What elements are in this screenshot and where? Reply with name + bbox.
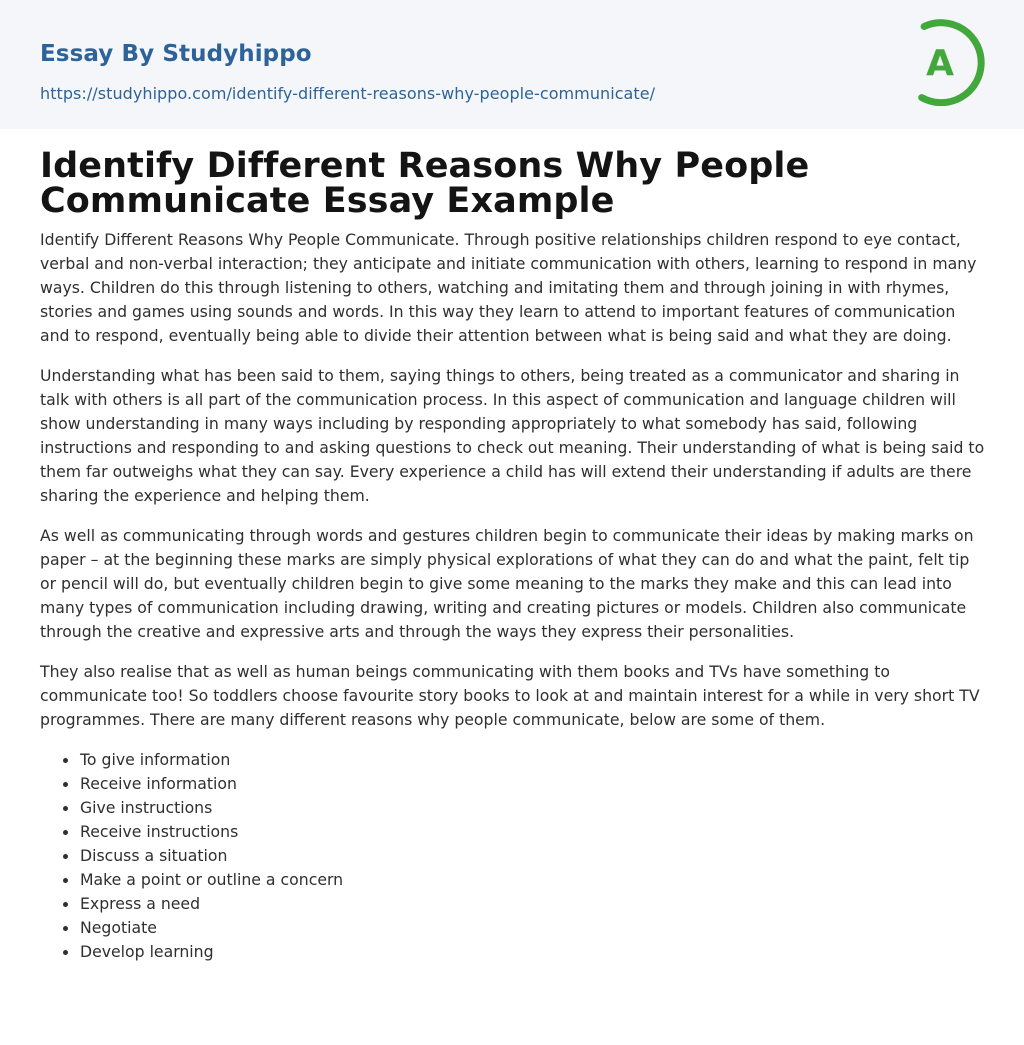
page-url-link[interactable]: https://studyhippo.com/identify-different-reasons-why-people-communicate/ [40, 84, 656, 103]
studyhippo-logo-icon[interactable] [908, 18, 988, 106]
site-header [0, 0, 1024, 129]
reasons-list [40, 748, 986, 964]
list-item: Express a need [80, 892, 986, 916]
list-item: Make a point or outline a concern [80, 868, 986, 892]
site-brand[interactable]: Essay By Studyhippo [40, 41, 312, 67]
list-item: Discuss a situation [80, 844, 986, 868]
logo-letter: A [926, 43, 954, 84]
essay-paragraph: Identify Different Reasons Why People Communicate. Through positive relationships children respond to eye contact, verbal and non-verbal interaction; they anticipate and initiate communication with others, learning to respond in many ways. Children do this through listening to others, watching and imitating them and through joining in with rhymes, stories and games using sounds and words. In this way they learn to attend to important features of communication and to respond, eventually being able to divide their attention between what is being said and what they are doing. [40, 230, 977, 345]
list-item: Receive instructions [80, 820, 986, 844]
essay-paragraph: As well as communicating through words and gestures children begin to communicate their ideas by making marks on paper – at the beginning these marks are simply physical explorations of what they can do and what the paint, felt tip or pencil will do, but eventually children begin to give some meaning to the marks they make and this can lead into many types of communication including drawing, writing and creating pictures or models. Children also communicate through the creative and expressive arts and through the ways they express their personalities. [40, 526, 974, 641]
list-item: Develop learning [80, 940, 986, 964]
essay-title: Identify Different Reasons Why People Communicate Essay Example [40, 146, 810, 221]
list-item: Receive information [80, 772, 986, 796]
list-item: Negotiate [80, 916, 986, 940]
list-item: To give information [80, 748, 986, 772]
list-item: Give instructions [80, 796, 986, 820]
essay-paragraph: Understanding what has been said to them, saying things to others, being treated as a communicator and sharing in talk with others is all part of the communication process. In this aspect of communication and language children will show understanding in many ways including by responding appropriately to what somebody has said, following instructions and responding to and asking questions to check out meaning. Their understanding of what is being said to them far outweighs what they can say. Every experience a child has will extend their understanding if adults are there sharing the experience and helping them. [40, 366, 985, 505]
essay-content [40, 228, 986, 964]
essay-paragraph: They also realise that as well as human beings communicating with them books and TVs have something to communicate too! So toddlers choose favourite story books to look at and maintain interest for a while in very short TV programmes. There are many different reasons why people communicate, below are some of them. [40, 662, 980, 729]
